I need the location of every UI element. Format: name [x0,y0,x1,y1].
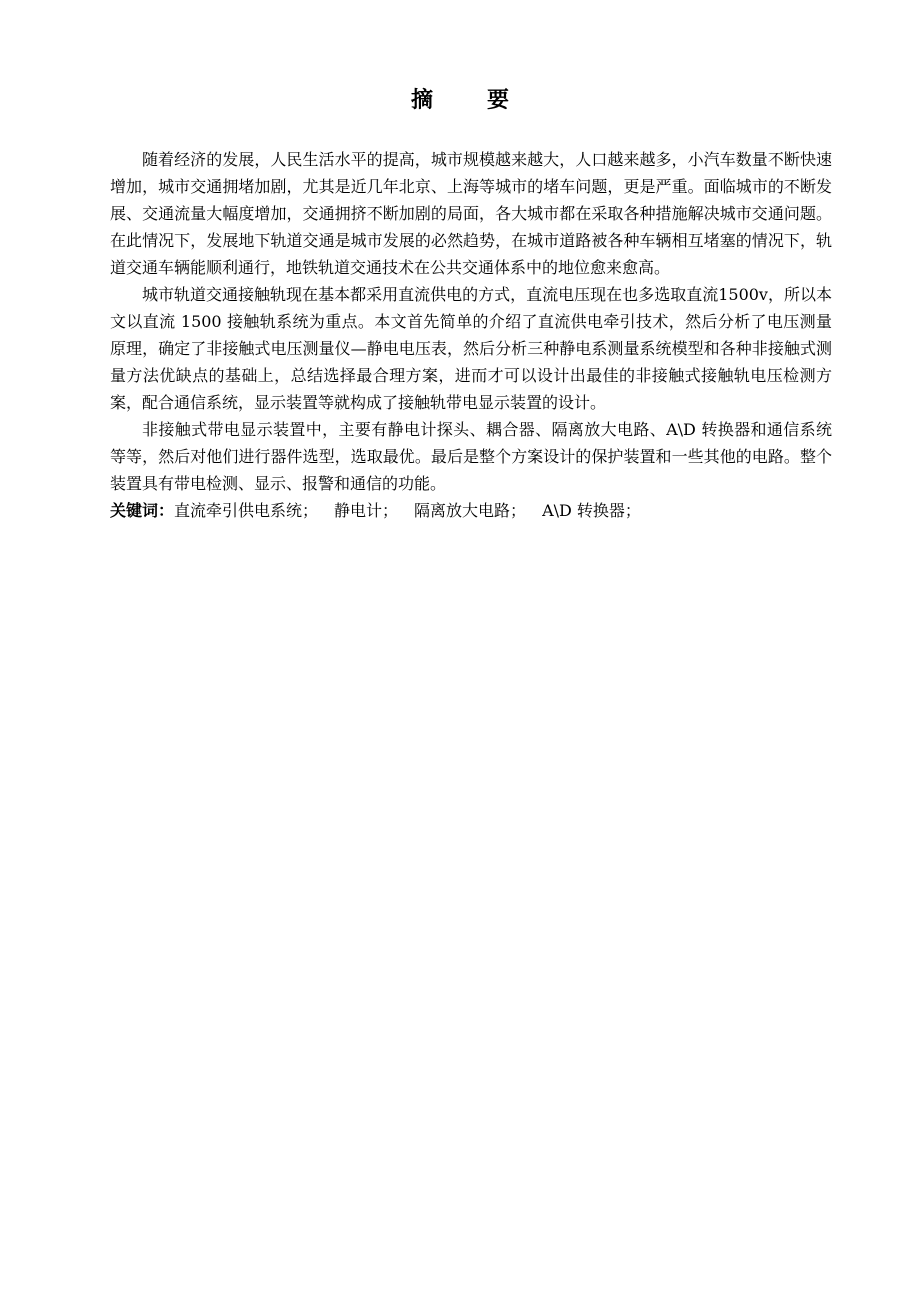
keyword-item: 隔离放大电路； [414,501,527,520]
abstract-body [110,146,832,524]
keyword-item: A\D 转换器； [542,501,641,520]
abstract-paragraph-1: 随着经济的发展，人民生活水平的提高，城市规模越来越大，人口越来越多，小汽车数量不断快速增加，城市交通拥堵加剧，尤其是近几年北京、上海等城市的堵车问题，更是严重。面临城市的不断发展、交通流量大幅度增加，交通拥挤不断加剧的局面，各大城市都在采取各种措施解决城市交通问题。在此情况下，发展地下轨道交通是城市发展的必然趋势，在城市道路被各种车辆相互堵塞的情况下，轨道交通车辆能顺利通行，地铁轨道交通技术在公共交通体系中的地位愈来愈高。 [110,150,832,277]
keyword-item: 静电计； [334,501,399,520]
abstract-paragraph-2: 城市轨道交通接触轨现在基本都采用直流供电的方式，直流电压现在也多选取直流1500v，所以本文以直流 1500 接触轨系统为重点。本文首先简单的介绍了直流供电牵引技术，然后分析了电压测量原理，确定了非接触式电压测量仪—静电电压表，然后分析三种静电系测量系统模型和各种非接触式测量方法优缺点的基础上，总结选择最合理方案，进而才可以设计出最佳的非接触式接触轨电压检测方案，配合通信系统，显示装置等就构成了接触轨带电显示装置的设计。 [110,285,832,412]
abstract-paragraph-3: 非接触式带电显示装置中，主要有静电计探头、耦合器、隔离放大电路、A\D 转换器和通信系统等等，然后对他们进行器件选型，选取最优。最后是整个方案设计的保护装置和一些其他的电路。整个装置具有带电检测、显示、报警和通信的功能。 [110,420,832,493]
keywords-label: 关键词： [110,501,175,520]
keywords-line [110,497,832,524]
keyword-item: 直流牵引供电系统； [174,501,319,520]
abstract-title: 摘 要 [410,88,525,113]
